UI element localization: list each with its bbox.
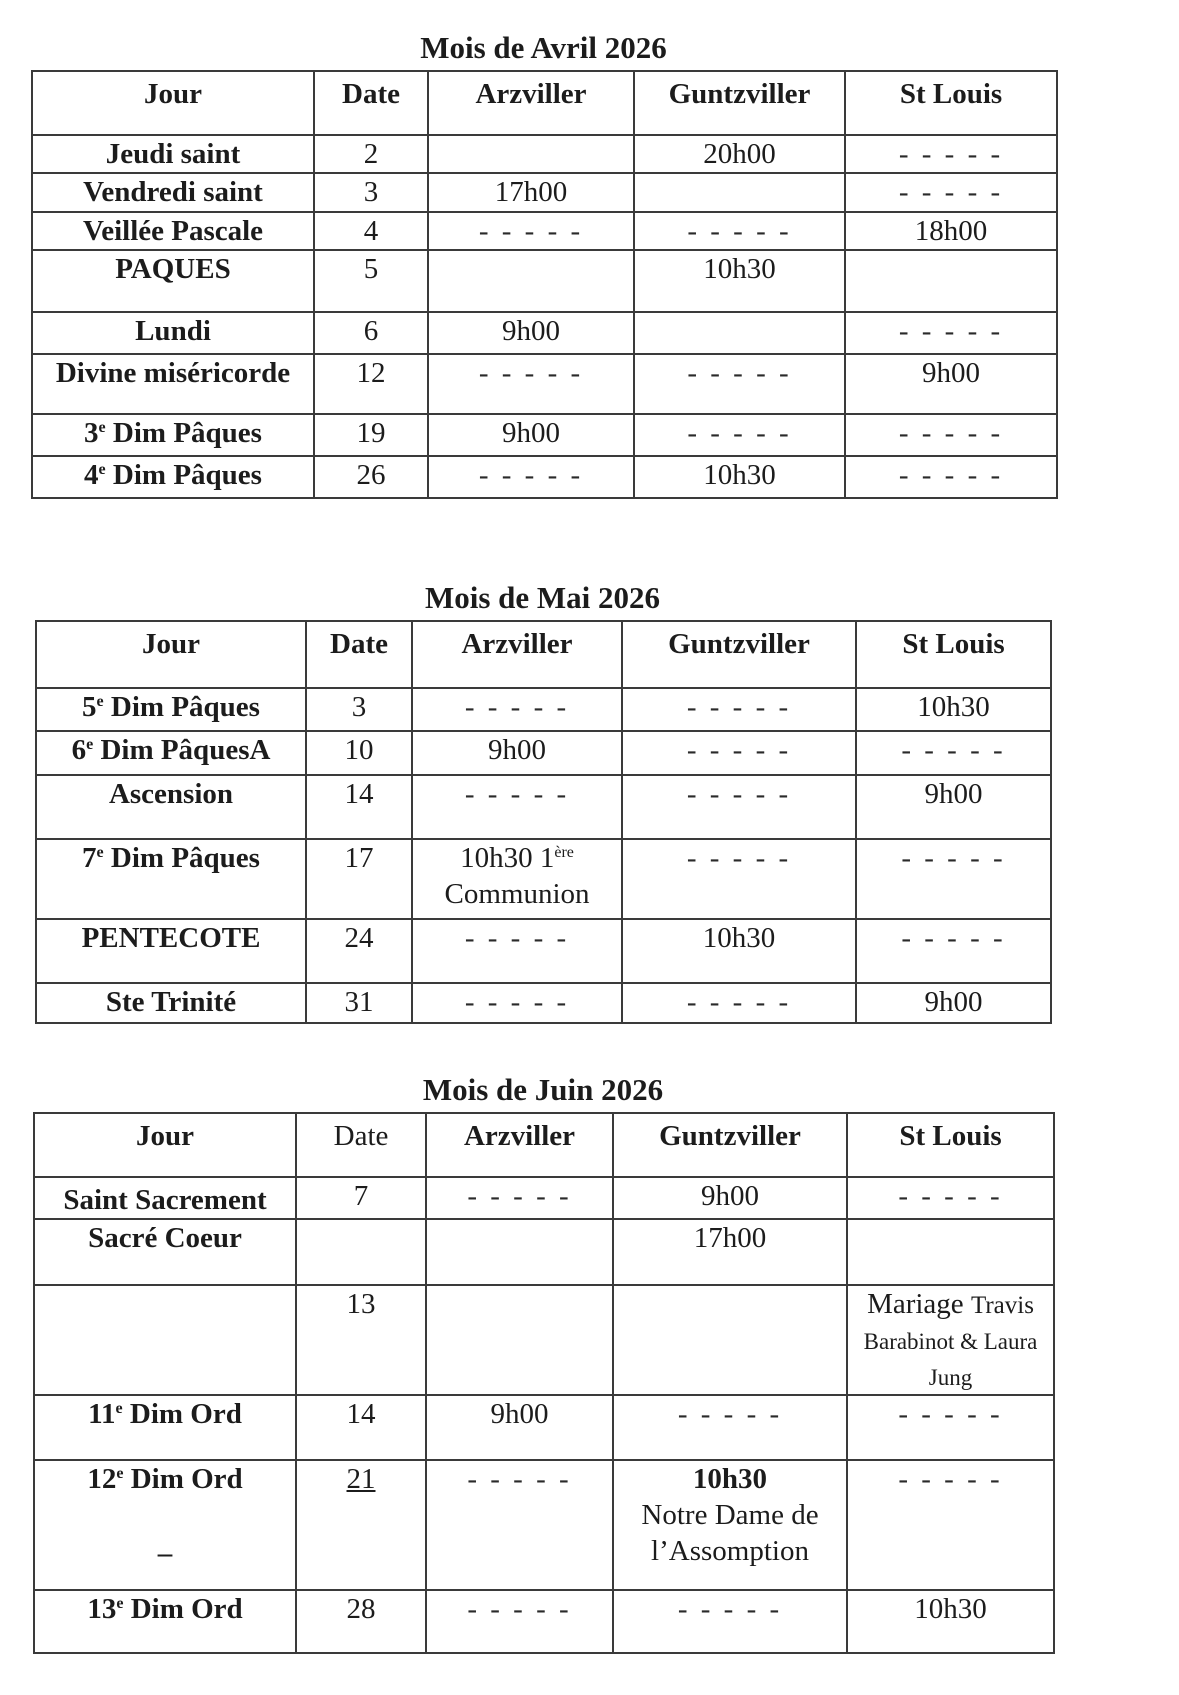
header-st-louis: St Louis: [856, 621, 1051, 688]
st-louis-cell: - - - - -: [845, 456, 1057, 498]
arzviller-cell: 10h30 1ère Communion: [412, 839, 622, 919]
arzviller-cell: - - - - -: [412, 919, 622, 983]
table-row: [34, 1395, 1054, 1460]
date-cell: 28: [296, 1590, 426, 1653]
header-guntzviller: Guntzviller: [634, 71, 845, 135]
date-cell: 17: [306, 839, 412, 919]
arzviller-cell: [426, 1285, 613, 1395]
st-louis-cell: - - - - -: [847, 1395, 1054, 1460]
header-st-louis: St Louis: [845, 71, 1057, 135]
guntzviller-cell: - - - - -: [622, 688, 856, 731]
jour-cell: 6e Dim PâquesA: [36, 731, 306, 775]
arzviller-cell: - - - - -: [428, 456, 634, 498]
date-cell: 14: [296, 1395, 426, 1460]
jour-cell: Veillée Pascale: [32, 212, 314, 250]
guntzviller-cell: - - - - -: [634, 354, 845, 414]
table-row: [34, 1460, 1054, 1590]
table-row: [36, 983, 1051, 1023]
date-cell: 12: [314, 354, 428, 414]
st-louis-cell: 18h00: [845, 212, 1057, 250]
header-date: Date: [314, 71, 428, 135]
date-cell: 21: [296, 1460, 426, 1590]
st-louis-cell: - - - - -: [845, 414, 1057, 456]
arzviller-cell: - - - - -: [428, 354, 634, 414]
table-row: [32, 312, 1057, 354]
guntzviller-cell: - - - - -: [634, 212, 845, 250]
header-arzviller: Arzviller: [428, 71, 634, 135]
arzviller-cell: - - - - -: [426, 1460, 613, 1590]
guntzviller-cell: - - - - -: [622, 839, 856, 919]
st-louis-cell: - - - - -: [845, 173, 1057, 212]
st-louis-cell: 10h30: [847, 1590, 1054, 1653]
jour-cell: 3e Dim Pâques: [32, 414, 314, 456]
date-cell: 19: [314, 414, 428, 456]
guntzviller-cell: - - - - -: [613, 1590, 847, 1653]
guntzviller-cell: [634, 173, 845, 212]
header-arzviller: Arzviller: [426, 1113, 613, 1177]
header-row: [36, 621, 1051, 688]
guntzviller-cell: 10h30: [622, 919, 856, 983]
header-date: Date: [306, 621, 412, 688]
guntzviller-cell: - - - - -: [634, 414, 845, 456]
date-cell: 4: [314, 212, 428, 250]
header-st-louis: St Louis: [847, 1113, 1054, 1177]
header-row: [32, 71, 1057, 135]
table-row: [32, 354, 1057, 414]
st-louis-cell: 9h00: [856, 983, 1051, 1023]
header-guntzviller: Guntzviller: [622, 621, 856, 688]
st-louis-cell: 10h30: [856, 688, 1051, 731]
guntzviller-cell: 17h00: [613, 1219, 847, 1285]
jour-cell: Ascension: [36, 775, 306, 839]
arzviller-cell: [428, 135, 634, 173]
jour-cell: 4e Dim Pâques: [32, 456, 314, 498]
date-cell: 31: [306, 983, 412, 1023]
arzviller-cell: - - - - -: [426, 1590, 613, 1653]
table-row: [36, 919, 1051, 983]
mai-table: [35, 620, 1052, 1024]
jour-cell: Jeudi saint: [32, 135, 314, 173]
jour-cell: Divine miséricorde: [32, 354, 314, 414]
guntzviller-cell: 20h00: [634, 135, 845, 173]
arzviller-cell: 9h00: [412, 731, 622, 775]
st-louis-cell: - - - - -: [845, 312, 1057, 354]
jour-cell: 12e Dim Ord –: [34, 1460, 296, 1590]
date-cell: 5: [314, 250, 428, 312]
guntzviller-cell: 10h30: [634, 456, 845, 498]
table-row: [34, 1285, 1054, 1395]
avril-title: Mois de Avril 2026: [420, 30, 667, 65]
date-cell: [296, 1219, 426, 1285]
avril-table: [31, 70, 1058, 499]
st-louis-cell: - - - - -: [856, 731, 1051, 775]
date-cell: 6: [314, 312, 428, 354]
header-row: [34, 1113, 1054, 1177]
st-louis-cell: [847, 1219, 1054, 1285]
arzviller-cell: [426, 1219, 613, 1285]
guntzviller-cell: [634, 312, 845, 354]
arzviller-cell: - - - - -: [428, 212, 634, 250]
arzviller-cell: 17h00: [428, 173, 634, 212]
st-louis-cell: 9h00: [845, 354, 1057, 414]
guntzviller-cell: 10h30: [634, 250, 845, 312]
juin-title: Mois de Juin 2026: [422, 1072, 664, 1107]
jour-cell: 13e Dim Ord: [34, 1590, 296, 1653]
date-cell: 3: [306, 688, 412, 731]
date-cell: 3: [314, 173, 428, 212]
table-row: [34, 1177, 1054, 1219]
st-louis-cell: [845, 250, 1057, 312]
jour-cell: [34, 1285, 296, 1395]
table-row: [34, 1219, 1054, 1285]
jour-cell: 11e Dim Ord: [34, 1395, 296, 1460]
header-guntzviller: Guntzviller: [613, 1113, 847, 1177]
arzviller-cell: - - - - -: [412, 688, 622, 731]
table-row: [32, 414, 1057, 456]
st-louis-cell: Mariage Travis Barabinot & Laura Jung: [847, 1285, 1054, 1395]
st-louis-cell: - - - - -: [845, 135, 1057, 173]
jour-cell: Sacré Coeur: [34, 1219, 296, 1285]
date-cell: 26: [314, 456, 428, 498]
jour-cell: Vendredi saint: [32, 173, 314, 212]
date-cell: 13: [296, 1285, 426, 1395]
date-cell: 2: [314, 135, 428, 173]
table-row: [36, 775, 1051, 839]
arzviller-cell: - - - - -: [426, 1177, 613, 1219]
header-jour: Jour: [36, 621, 306, 688]
date-cell: 10: [306, 731, 412, 775]
arzviller-cell: - - - - -: [412, 983, 622, 1023]
header-jour: Jour: [34, 1113, 296, 1177]
guntzviller-cell: 9h00: [613, 1177, 847, 1219]
jour-cell: Saint Sacrement: [34, 1177, 296, 1219]
table-row: [32, 456, 1057, 498]
guntzviller-cell: - - - - -: [622, 775, 856, 839]
table-row: [32, 135, 1057, 173]
jour-cell: 7e Dim Pâques: [36, 839, 306, 919]
table-row: [36, 731, 1051, 775]
st-louis-cell: - - - - -: [856, 919, 1051, 983]
jour-cell: PENTECOTE: [36, 919, 306, 983]
table-row: [36, 688, 1051, 731]
st-louis-cell: - - - - -: [856, 839, 1051, 919]
arzviller-cell: 9h00: [428, 414, 634, 456]
arzviller-cell: 9h00: [428, 312, 634, 354]
table-row: [36, 839, 1051, 919]
table-row: [32, 250, 1057, 312]
date-cell: 24: [306, 919, 412, 983]
guntzviller-cell: - - - - -: [622, 983, 856, 1023]
guntzviller-cell: [613, 1285, 847, 1395]
jour-cell: Lundi: [32, 312, 314, 354]
st-louis-cell: - - - - -: [847, 1177, 1054, 1219]
header-jour: Jour: [32, 71, 314, 135]
table-row: [34, 1590, 1054, 1653]
jour-cell: Ste Trinité: [36, 983, 306, 1023]
jour-cell: 5e Dim Pâques: [36, 688, 306, 731]
guntzviller-cell: 10h30 Notre Dame de l’Assomption: [613, 1460, 847, 1590]
table-row: [32, 173, 1057, 212]
st-louis-cell: - - - - -: [847, 1460, 1054, 1590]
date-cell: 7: [296, 1177, 426, 1219]
arzviller-cell: - - - - -: [412, 775, 622, 839]
date-cell: 14: [306, 775, 412, 839]
dash-mark: –: [157, 1537, 173, 1569]
jour-cell: PAQUES: [32, 250, 314, 312]
guntzviller-cell: - - - - -: [622, 731, 856, 775]
arzviller-cell: [428, 250, 634, 312]
mai-title: Mois de Mai 2026: [424, 580, 661, 615]
header-arzviller: Arzviller: [412, 621, 622, 688]
table-row: [32, 212, 1057, 250]
st-louis-cell: 9h00: [856, 775, 1051, 839]
guntzviller-cell: - - - - -: [613, 1395, 847, 1460]
arzviller-cell: 9h00: [426, 1395, 613, 1460]
header-date: Date: [296, 1113, 426, 1177]
juin-table: [33, 1112, 1055, 1654]
